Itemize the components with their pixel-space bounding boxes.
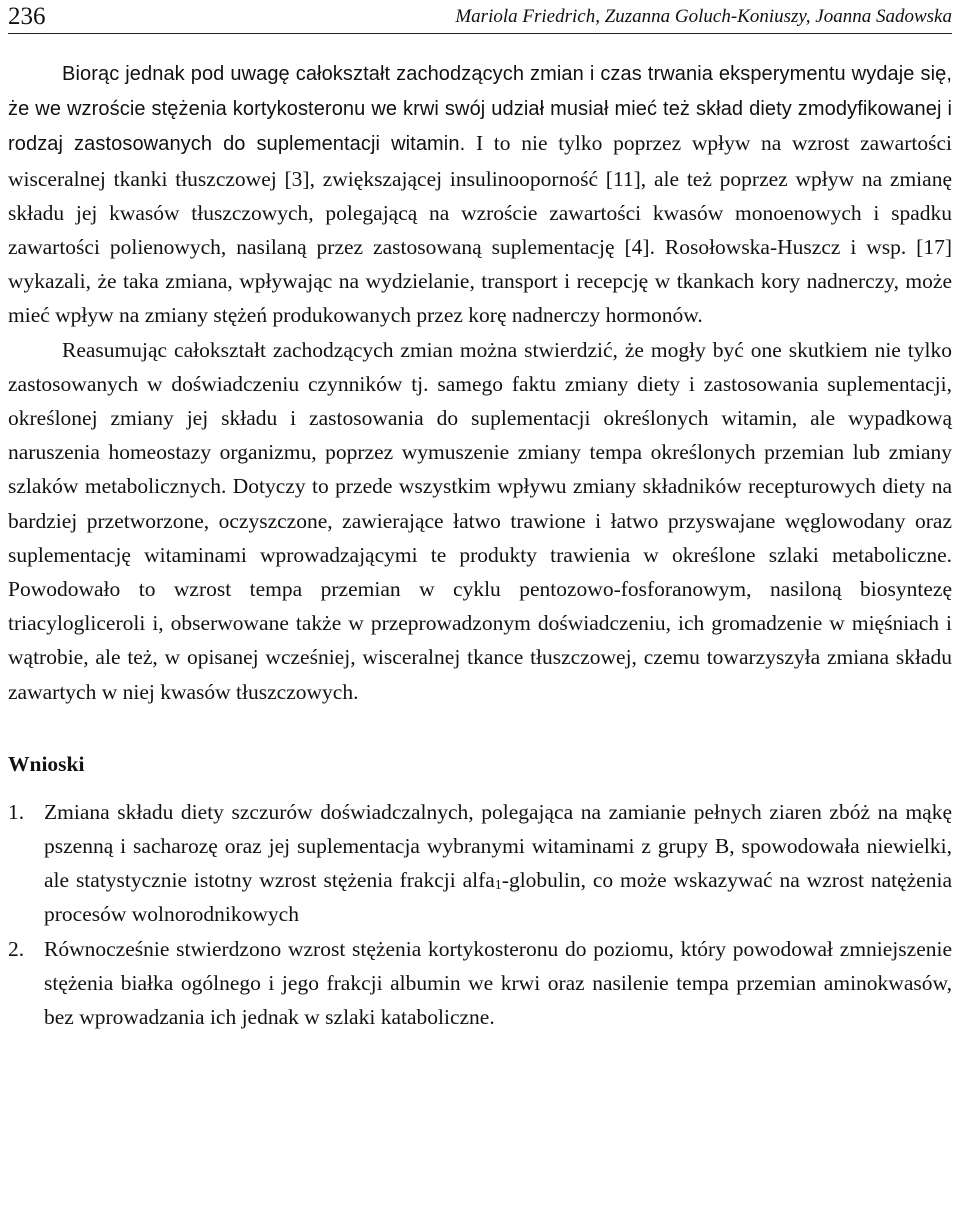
body-text	[8, 56, 952, 709]
conclusion-number-1: 1.	[8, 799, 25, 824]
page-header	[8, 0, 952, 34]
paragraph-1-sans-part: Biorąc jednak pod uwagę całokształt zachodzących zmian i czas trwania eksperymentu wydaje się, że we wzroście stężenia kortykosteronu we krwi swój udział musiał mieć też skład diety zmodyfikowanej i rodzaj zastosowanych do suplementacji witamin.	[8, 63, 952, 156]
conclusion-text-2: Równocześnie stwierdzono wzrost stężenia kortykosteronu do poziomu, który powodował zmniejszenie stężenia białka ogólnego i jego frakcji albumin we krwi oraz nasilenie tempa przemian aminokwasów, bez wprowadzania ich jednak w szlaki kataboliczne.	[44, 936, 952, 1030]
conclusion-number-2: 2.	[8, 936, 25, 961]
paragraph-1-serif-part: I to nie tylko poprzez wpływ na wzrost zawartości wisceralnej tkanki tłuszczowej [3], zwiększającej insulinooporność [11], ale też poprzez wpływ na zmianę składu jej kwasów tłuszczowych, polegającą na wzroście zawartości kwasów monoenowych i spadku zawartości polienowych, nasilaną przez zastosowaną suplementację [4]. Rosołowska-Huszcz i wsp. [17] wykazali, że taka zmiana, wpływając na wydzielanie, transport i recepcję w tkankach kory nadnerczy, może mieć wpływ na zmiany stężeń produkowanych przez korę nadnerczy hormonów.	[8, 131, 952, 328]
conclusion-item-2	[8, 932, 952, 1035]
page-number: 236	[8, 3, 46, 30]
running-head-authors: Mariola Friedrich, Zuzanna Goluch-Koniuszy, Joanna Sadowska	[455, 6, 952, 27]
document-page	[8, 0, 952, 1214]
conclusion-text-1a: Zmiana składu diety szczurów doświadczalnych, polegająca na zamianie pełnych ziaren zbóż na mąkę pszenną i sacharozę oraz jej suplementacja wybranymi witaminami z grupy B, spowodowała niewielki, ale statystycznie istotny wzrost stężenia frakcji alfa	[44, 799, 952, 893]
paragraph-1	[8, 56, 952, 333]
paragraph-2: Reasumując całokształt zachodzących zmian można stwierdzić, że mogły być one skutkiem nie tylko zastosowanych w doświadczeniu czynników tj. samego faktu zmiany diety i zastosowania suplementacji, określonej zmiany jej składu i zastosowania do suplementacji określonych witamin, ale wypadkową naruszenia homeostazy organizmu, poprzez wymuszenie zmiany tempa określonych przemian lub zmiany szlaków metabolicznych. Dotyczy to przede wszystkim wpływu zmiany składników recepturowych diety na bardziej przetworzone, oczyszczone, zawierające łatwo trawione i łatwo przyswajane węglowodany oraz suplementację witaminami wprowadzającymi te produkty trawienia w określone szlaki metaboliczne. Powodowało to wzrost tempa przemian w cyklu pentozowo-fosforanowym, nasiloną biosyntezę triacylogliceroli i, obserwowane także w przeprowadzonym doświadczeniu, ich gromadzenie w mięśniach i wątrobie, ale też, w opisanej wcześniej, wisceralnej tkance tłuszczowej, czemu towarzyszyła zmiana składu zawartych w niej kwasów tłuszczowych.	[8, 337, 952, 704]
conclusion-item-1	[8, 795, 952, 932]
section-heading-conclusions: Wnioski	[8, 751, 85, 776]
subscript-1: 1	[494, 878, 502, 894]
conclusions-list	[8, 795, 952, 1034]
conclusion-text-1b: -globulin, co może wskazywać na wzrost natężenia procesów wolnorodnikowych	[44, 868, 952, 927]
